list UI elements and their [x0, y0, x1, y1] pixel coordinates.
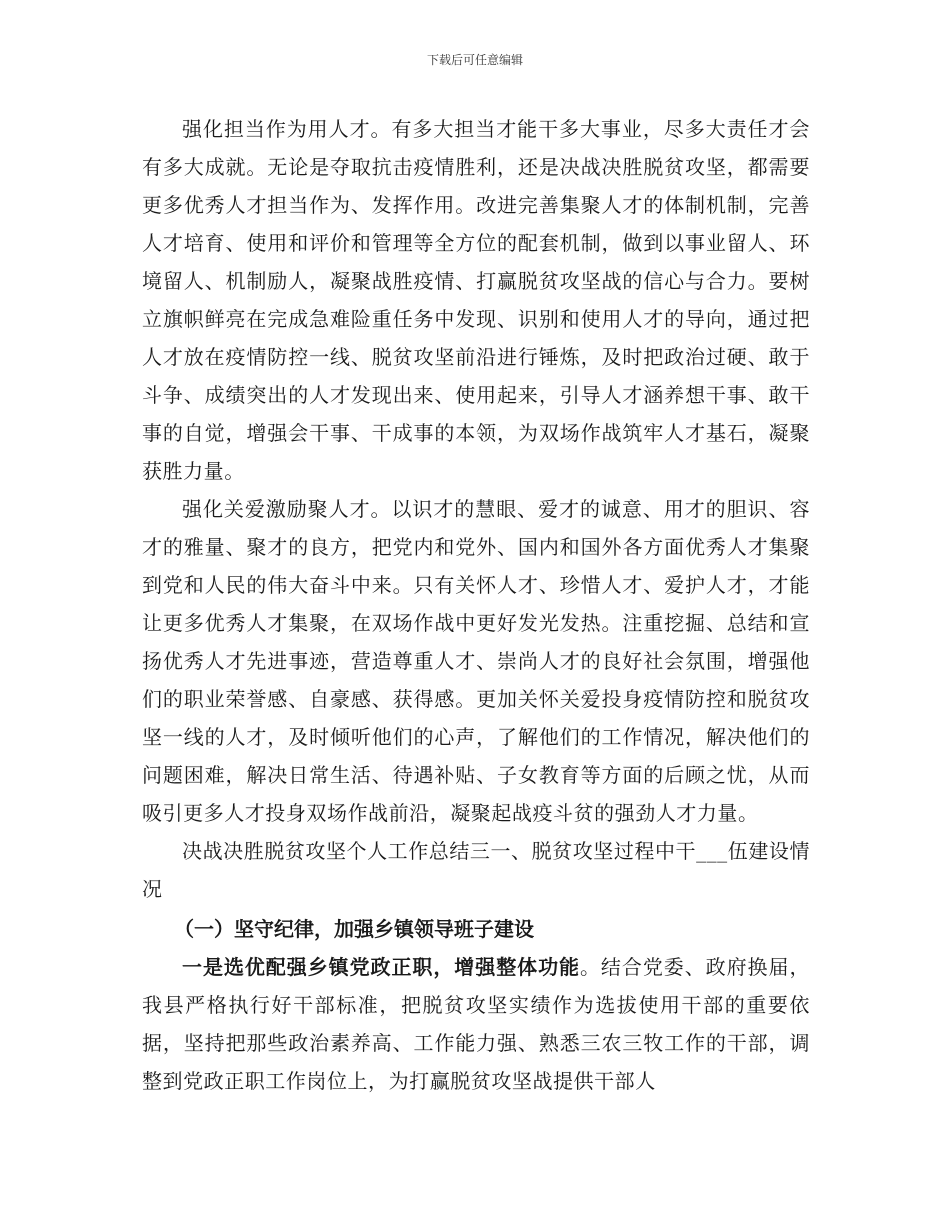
paragraph-summary-title: 决战决胜脱贫攻坚个人工作总结三一、脱贫攻坚过程中干___伍建设情况	[142, 839, 810, 901]
paragraph-bold-lead: 一是选优配强乡镇党政正职，增强整体功能	[182, 955, 580, 979]
paragraph-talent-responsibility: 强化担当作为用人才。有多大担当才能干多大事业，尽多大责任才会有多大成就。无论是夺取抗击疫情胜利，还是决战决胜脱贫攻坚，都需要更多优秀人才担当作为、发挥作用。改进完善集聚人才的体制机制，完善人才培育、使用和评价和管理等全方位的配套机制，做到以事业留人、环境留人、机制励人，凝聚战胜疫情、打赢脱贫攻坚战的信心与合力。要树立旗帜鲜亮在完成急难险重任务中发现、识别和使用人才的导向，通过把人才放在疫情防控一线、脱贫攻坚前沿进行锤炼，及时把政治过硬、敢于斗争、成绩突出的人才发现出来、使用起来，引导人才涵养想干事、敢干事的自觉，增强会干事、干成事的本领，为双场作战筑牢人才基石，凝聚获胜力量。	[142, 117, 810, 483]
paragraph-leadership	[142, 948, 810, 1100]
page-header-note: 下载后可任意编辑	[426, 53, 523, 67]
paragraph-talent-care: 强化关爱激励聚人才。以识才的慧眼、爱才的诚意、用才的胆识、容才的雅量、聚才的良方，把党内和党外、国内和国外各方面优秀人才集聚到党和人民的伟大奋斗中来。只有关怀人才、珍惜人才、爱护人才，才能让更多优秀人才集聚，在双场作战中更好发光发热。注重挖掘、总结和宣扬优秀人才先进事迹，营造尊重人才、崇尚人才的良好社会氛围，增强他们的职业荣誉感、自豪感、获得感。更加关怀关爱投身疫情防控和脱贫攻坚一线的人才，及时倾听他们的心声，了解他们的工作情况，解决他们的问题困难，解决日常生活、待遇补贴、子女教育等方面的后顾之忧，从而吸引更多人才投身双场作战前沿，凝聚起战疫斗贫的强劲人才力量。	[142, 497, 810, 825]
section-heading: （一）坚守纪律，加强乡镇领导班子建设	[174, 917, 534, 941]
paragraph-leadership-text: 。结合党委、政府换届，我县严格执行好干部标准，把脱贫攻坚实绩作为选拔使用干部的重要依据，坚持把那些政治素养高、工作能力强、熟悉三农三牧工作的干部，调整到党政正职工作岗位上，为打赢脱贫攻坚战提供干部人	[142, 955, 810, 1093]
document-body	[142, 110, 810, 1100]
